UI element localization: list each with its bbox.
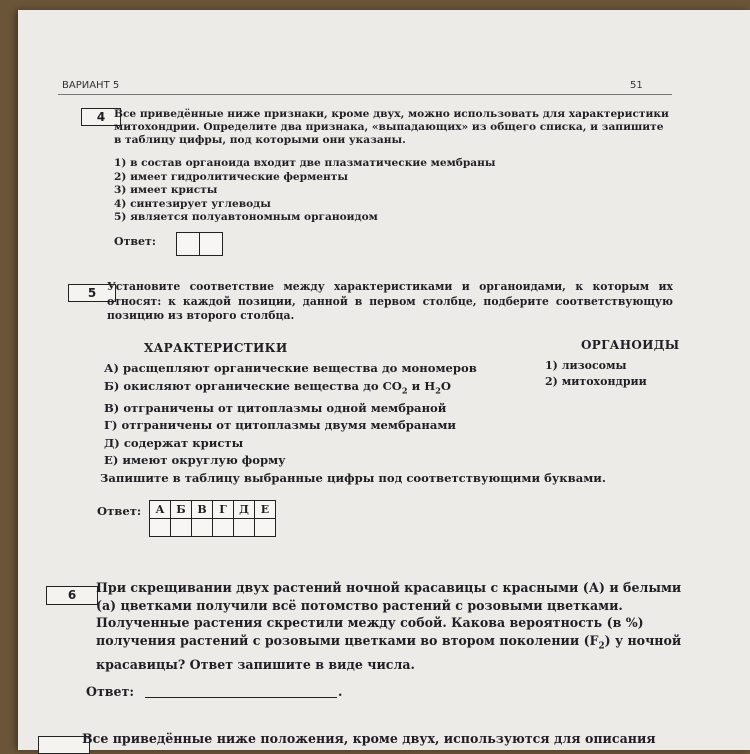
answer-cell[interactable]	[255, 519, 276, 537]
organelle-item: 1) лизосомы	[545, 359, 627, 372]
answer-cell[interactable]	[234, 519, 255, 537]
answer-cell[interactable]	[150, 519, 171, 537]
characteristic-item: В) отграничены от цитоплазмы одной мембраной	[104, 400, 447, 415]
q4-option: 5) является полуавтономным органоидом	[114, 211, 378, 223]
q6-answer-label: Ответ:	[86, 684, 134, 699]
letter-cell: Б	[171, 501, 192, 519]
letter-cell: А	[150, 501, 171, 519]
q6-answer-end: .	[338, 684, 343, 699]
answer-cell[interactable]	[213, 519, 234, 537]
q4-option: 4) синтезирует углеводы	[114, 197, 271, 210]
characteristic-item: А) расщепляют органические вещества до мономеров	[104, 361, 477, 375]
organelles-header: ОРГАНОИДЫ	[581, 338, 680, 352]
q4-number-box: 4	[81, 108, 121, 126]
q5-instruction: Запишите в таблицу выбранные цифры под соответствующими буквами.	[100, 471, 606, 485]
q6-number-box: 6	[46, 586, 98, 605]
letter-cell: В	[192, 501, 213, 519]
characteristics-list	[104, 360, 477, 470]
letter-cell: Е	[255, 501, 276, 519]
letter-cell: Г	[213, 501, 234, 519]
q4-answer-cell-1[interactable]	[176, 232, 200, 256]
q4-options	[114, 157, 496, 225]
variant-header: ВАРИАНТ 5	[62, 80, 120, 91]
q4-answer-cell-2[interactable]	[199, 232, 223, 256]
q7-prompt: Все приведённые ниже положения, кроме двух, используются для описания	[82, 731, 656, 746]
q4-option: 3) имеет кристы	[114, 184, 218, 196]
q4-answer-label: Ответ:	[114, 235, 156, 248]
page-number: 51	[630, 80, 643, 91]
characteristics-header: ХАРАКТЕРИСТИКИ	[144, 341, 288, 355]
organelles-list	[545, 358, 647, 389]
organelle-item: 2) митохондрии	[545, 374, 647, 388]
q5-answer-label: Ответ:	[97, 504, 142, 518]
q5-answer-table	[149, 500, 276, 537]
q6-answer-line[interactable]	[145, 697, 337, 698]
answer-cell[interactable]	[192, 519, 213, 537]
characteristic-item-b: Б) окисляют органические вещества до $CO_2$ и $H_2O$	[104, 378, 451, 395]
answer-cell[interactable]	[171, 519, 192, 537]
header-divider	[58, 94, 672, 95]
characteristic-item: Г) отграничены от цитоплазмы двумя мембранами	[104, 418, 457, 433]
q4-option: 1) в состав органоида входит две плазматические мембраны	[114, 157, 496, 169]
q4-prompt: Все приведённые ниже признаки, кроме двух, можно использовать для характеристики митохондрии. Определите два признака, «выпадающих» из общего списка, и запишите в таблицу цифры, под которыми они указаны.	[114, 108, 669, 146]
letter-cell: Д	[234, 501, 255, 519]
q5-number-box: 5	[68, 284, 116, 302]
characteristic-item: Е) имеют округлую форму	[104, 453, 286, 468]
characteristic-item: Д) содержат кристы	[104, 435, 244, 450]
q4-option: 2) имеет гидролитические ферменты	[114, 170, 348, 183]
q6-prompt: При скрещивании двух растений ночной красавицы с красными (А) и белыми (а) цветками получили всё потомство растений с розовыми цветками. Полученные растения скрестили между собой. Какова вероятность (в %) получения растений с розовыми цветками во втором поколении $(F_2)$ у ночной красавицы? Ответ запишите в виде числа.	[96, 580, 682, 672]
q5-prompt: Установите соответствие между характеристиками и органоидами, к которым их относят: к каждой позиции, данной в первом столбце, подберите соответствующую позицию из второго столбца.	[107, 280, 673, 322]
